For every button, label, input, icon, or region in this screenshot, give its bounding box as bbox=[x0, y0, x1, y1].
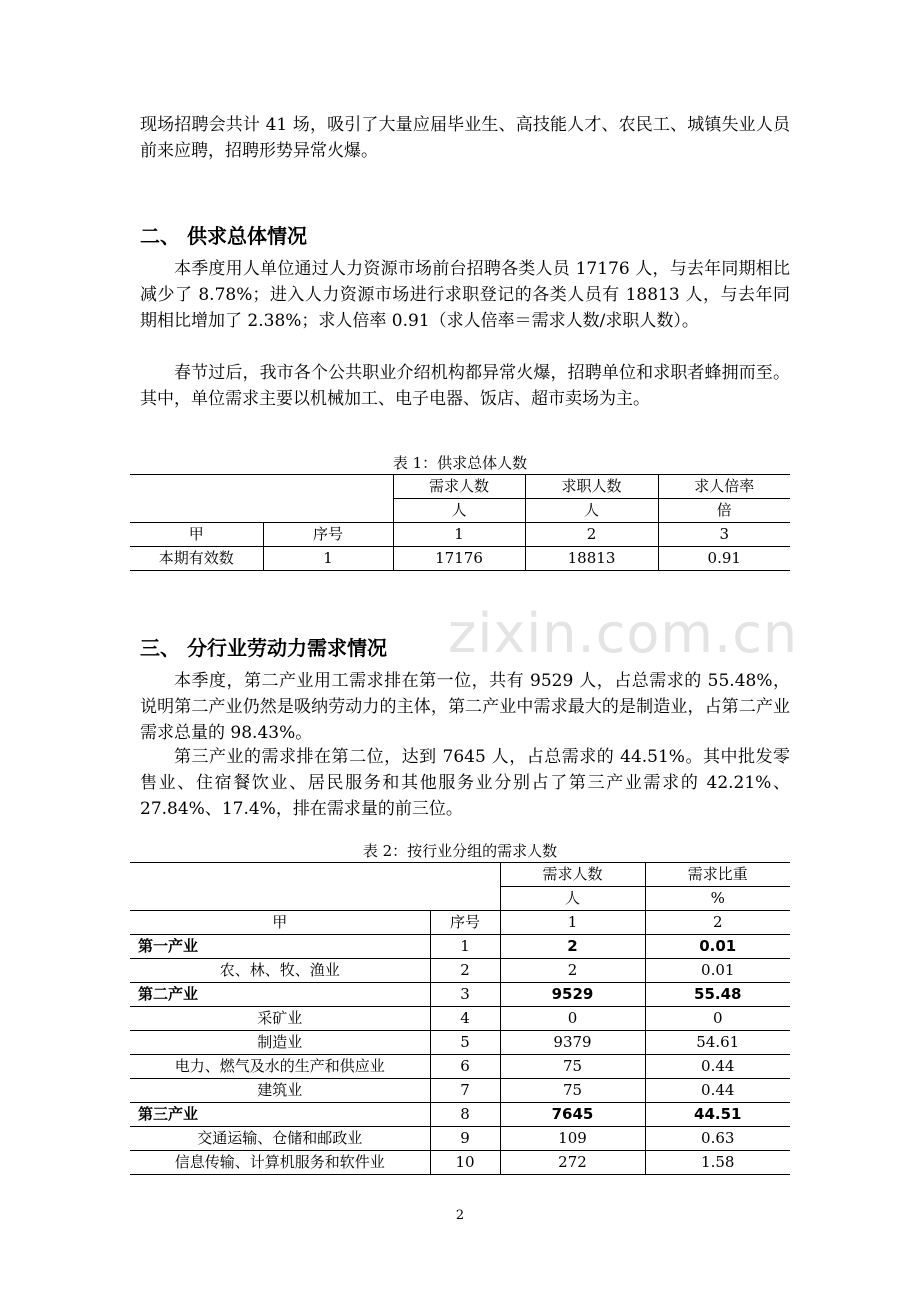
table-2-cell: 55.48 bbox=[645, 983, 790, 1007]
table-2-caption: 表 2：按行业分组的需求人数 bbox=[362, 842, 558, 860]
table-1-col-xuhao: 序号 bbox=[263, 523, 393, 547]
table-2-row-seq: 6 bbox=[430, 1055, 500, 1079]
table-1-col-num: 2 bbox=[525, 523, 658, 547]
table-2-row-label: 采矿业 bbox=[130, 1007, 430, 1031]
table-2-cell: 0.44 bbox=[645, 1079, 790, 1103]
table-2-cell: 75 bbox=[500, 1055, 645, 1079]
table-1-col-num: 1 bbox=[393, 523, 525, 547]
table-2-row-seq: 1 bbox=[430, 935, 500, 959]
table-2-row-label: 电力、燃气及水的生产和供应业 bbox=[130, 1055, 430, 1079]
table-2-col-num: 1 bbox=[500, 911, 645, 935]
table-2-row-label: 信息传输、计算机服务和软件业 bbox=[130, 1151, 430, 1175]
table-1-unit: 倍 bbox=[658, 499, 790, 523]
section-2-paragraph-1: 本季度用人单位通过人力资源市场前台招聘各类人员 17176 人，与去年同期相比减少了 8.78%；进入人力资源市场进行求职登记的各类人员有 18813 人，与去年同期相比增加了 2.38%；求人倍率 0.91（求人倍率＝需求人数/求职人数）。 bbox=[140, 259, 790, 331]
table-2-cell: 7645 bbox=[500, 1103, 645, 1127]
table-1-header: 求职人数 bbox=[525, 475, 658, 499]
table-row bbox=[130, 1031, 790, 1055]
section-2-title: 二、 供求总体情况 bbox=[140, 224, 307, 248]
table-2-row-seq: 2 bbox=[430, 959, 500, 983]
table-2-row-label: 制造业 bbox=[130, 1031, 430, 1055]
table-2-unit: % bbox=[645, 887, 790, 911]
table-2-cell: 2 bbox=[500, 959, 645, 983]
table-1-header: 求人倍率 bbox=[658, 475, 790, 499]
table-2-row-seq: 9 bbox=[430, 1127, 500, 1151]
table-2-row-seq: 4 bbox=[430, 1007, 500, 1031]
table-2-cell: 54.61 bbox=[645, 1031, 790, 1055]
table-row bbox=[130, 959, 790, 983]
section-3-title: 三、 分行业劳动力需求情况 bbox=[140, 636, 387, 660]
table-row bbox=[130, 1007, 790, 1031]
table-1-unit: 人 bbox=[393, 499, 525, 523]
table-row bbox=[130, 1127, 790, 1151]
table-2-header: 需求人数 bbox=[500, 863, 645, 887]
table-2-cell: 109 bbox=[500, 1127, 645, 1151]
table-2-cell: 0 bbox=[645, 1007, 790, 1031]
table-1-row-seq: 1 bbox=[263, 547, 393, 571]
table-2-cell: 9379 bbox=[500, 1031, 645, 1055]
table-2-row-seq: 10 bbox=[430, 1151, 500, 1175]
table-2-unit: 人 bbox=[500, 887, 645, 911]
table-2-cell: 0.01 bbox=[645, 959, 790, 983]
table-row bbox=[130, 935, 790, 959]
table-2-cell: 9529 bbox=[500, 983, 645, 1007]
table-1-caption: 表 1：供求总体人数 bbox=[392, 454, 528, 472]
watermark: zixin.com.cn bbox=[448, 602, 799, 665]
table-2-body bbox=[130, 935, 790, 1175]
section-3-paragraph-1: 本季度，第二产业用工需求排在第一位，共有 9529 人，占总需求的 55.48%，说明第二产业仍然是吸纳劳动力的主体，第二产业中需求最大的是制造业，占第二产业需求总量的 98.43%。 bbox=[140, 671, 790, 743]
table-row bbox=[130, 1151, 790, 1175]
table-2-cell: 75 bbox=[500, 1079, 645, 1103]
table-2-row-seq: 3 bbox=[430, 983, 500, 1007]
table-1-header: 需求人数 bbox=[393, 475, 525, 499]
table-2-header: 需求比重 bbox=[645, 863, 790, 887]
table-2-col-xuhao: 序号 bbox=[430, 911, 500, 935]
table-row bbox=[130, 983, 790, 1007]
table-2-row-label: 第二产业 bbox=[130, 983, 430, 1007]
table-2-cell: 2 bbox=[500, 935, 645, 959]
table-2-cell: 272 bbox=[500, 1151, 645, 1175]
table-1-blank-corner bbox=[130, 475, 393, 523]
section-2-paragraph-2: 春节过后，我市各个公共职业介绍机构都异常火爆，招聘单位和求职者蜂拥而至。其中，单位需求主要以机械加工、电子电器、饭店、超市卖场为主。 bbox=[140, 363, 790, 409]
table-2-row-label: 农、林、牧、渔业 bbox=[130, 959, 430, 983]
table-2-blank-corner bbox=[130, 863, 500, 911]
table-1-col-num: 3 bbox=[658, 523, 790, 547]
section-3-paragraph-2: 第三产业的需求排在第二位，达到 7645 人，占总需求的 44.51%。其中批发零售业、住宿餐饮业、居民服务和其他服务业分别占了第三产业需求的 42.21%、27.84%、17.4%，排在需求量的前三位。 bbox=[140, 747, 790, 819]
table-2-row-seq: 8 bbox=[430, 1103, 500, 1127]
table-1-cell: 0.91 bbox=[658, 547, 790, 571]
table-2-row-seq: 5 bbox=[430, 1031, 500, 1055]
table-2-cell: 0.01 bbox=[645, 935, 790, 959]
table-1 bbox=[130, 474, 790, 571]
table-2-row-seq: 7 bbox=[430, 1079, 500, 1103]
page-number: 2 bbox=[455, 1208, 465, 1223]
table-2-col-jia: 甲 bbox=[130, 911, 430, 935]
table-2-row-label: 建筑业 bbox=[130, 1079, 430, 1103]
table-row bbox=[130, 547, 790, 571]
table-2-cell: 44.51 bbox=[645, 1103, 790, 1127]
table-1-col-jia: 甲 bbox=[130, 523, 263, 547]
table-2-cell: 0.63 bbox=[645, 1127, 790, 1151]
table-row bbox=[130, 1103, 790, 1127]
table-2-cell: 0 bbox=[500, 1007, 645, 1031]
table-1-unit: 人 bbox=[525, 499, 658, 523]
table-2-cell: 0.44 bbox=[645, 1055, 790, 1079]
table-1-row-label: 本期有效数 bbox=[130, 547, 263, 571]
table-2-row-label: 第三产业 bbox=[130, 1103, 430, 1127]
table-2-cell: 1.58 bbox=[645, 1151, 790, 1175]
intro-paragraph: 现场招聘会共计 41 场，吸引了大量应届毕业生、高技能人才、农民工、城镇失业人员前来应聘，招聘形势异常火爆。 bbox=[140, 115, 790, 161]
table-row bbox=[130, 1055, 790, 1079]
table-2-row-label: 交通运输、仓储和邮政业 bbox=[130, 1127, 430, 1151]
table-2-col-num: 2 bbox=[645, 911, 790, 935]
table-1-cell: 18813 bbox=[525, 547, 658, 571]
table-1-cell: 17176 bbox=[393, 547, 525, 571]
table-row bbox=[130, 1079, 790, 1103]
table-2-row-label: 第一产业 bbox=[130, 935, 430, 959]
table-2 bbox=[130, 862, 790, 1175]
